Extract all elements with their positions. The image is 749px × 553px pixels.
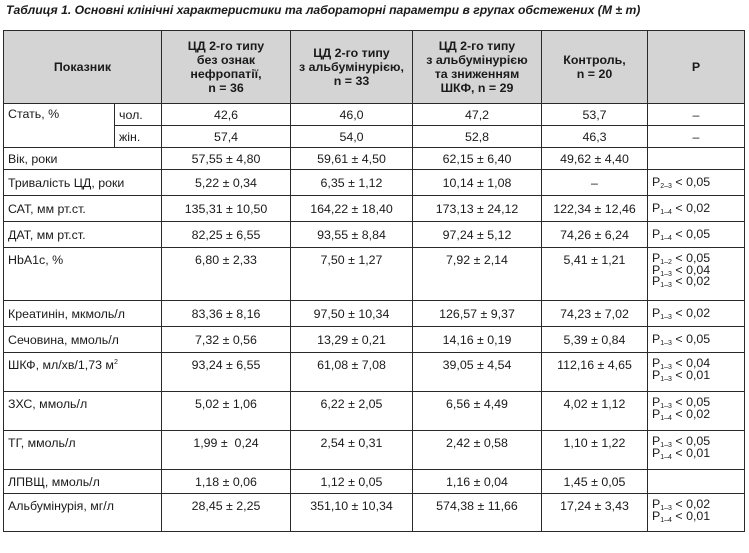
table-row bbox=[4, 196, 745, 222]
table-cell: 74,23 ± 7,02 bbox=[542, 301, 648, 327]
table-cell: 6,56 ± 4,49 bbox=[413, 392, 542, 431]
table-cell bbox=[648, 470, 745, 494]
header-row bbox=[4, 31, 745, 104]
header-indicator: Показник bbox=[4, 31, 162, 104]
p-value-cell: $P_{1-3} < 0,02$ $P_{1-4} < 0,01$ bbox=[648, 494, 745, 532]
table-row bbox=[4, 148, 745, 170]
table-cell: 4,02 ± 1,12 bbox=[542, 392, 648, 431]
table-cell: 47,2 bbox=[413, 104, 542, 126]
header-control: Контроль, n = 20 bbox=[542, 31, 648, 104]
table-cell: 53,7 bbox=[542, 104, 648, 126]
row-sublabel-male: чол. bbox=[115, 104, 162, 126]
table-cell: 5,41 ± 1,21 bbox=[542, 248, 648, 301]
header-group-3: ЦД 2-го типу з альбумінурією та зниженням ШКФ, n = 29 bbox=[413, 31, 542, 104]
table-row bbox=[4, 170, 745, 196]
row-label-triglycerides: ТГ, ммоль/л bbox=[4, 431, 162, 470]
table-cell: 61,08 ± 7,08 bbox=[291, 353, 413, 392]
row-label-hba1c: HbA1c, % bbox=[4, 248, 162, 301]
row-label-age: Вік, роки bbox=[4, 148, 162, 170]
table-row bbox=[4, 470, 745, 494]
table-cell: 46,3 bbox=[542, 126, 648, 148]
row-label-sat: САТ, мм рт.ст. bbox=[4, 196, 162, 222]
table-cell: 10,14 ± 1,08 bbox=[413, 170, 542, 196]
table-cell: 6,35 ± 1,12 bbox=[291, 170, 413, 196]
table-cell: 173,13 ± 24,12 bbox=[413, 196, 542, 222]
header-group-2: ЦД 2-го типу з альбумінурією, n = 33 bbox=[291, 31, 413, 104]
table-cell: – bbox=[648, 126, 745, 148]
p-value-cell: $P_{1-2} < 0,05$ $P_{1-3} < 0,04$ $P_{1-3} < 0,02$ bbox=[648, 248, 745, 301]
table-cell: 126,57 ± 9,37 bbox=[413, 301, 542, 327]
table-row bbox=[4, 222, 745, 248]
p-value-cell: $P_{1-4} < 0,02$ bbox=[648, 196, 745, 222]
table-cell: 97,24 ± 5,12 bbox=[413, 222, 542, 248]
table-row bbox=[4, 353, 745, 392]
table-cell: 42,6 bbox=[162, 104, 291, 126]
table-row bbox=[4, 301, 745, 327]
row-sublabel-female: жін. bbox=[115, 126, 162, 148]
table-cell: 1,99 ± 0,24 bbox=[162, 431, 291, 470]
table-cell: 93,24 ± 6,55 bbox=[162, 353, 291, 392]
table-cell: 7,32 ± 0,56 bbox=[162, 327, 291, 353]
table-cell: 57,4 bbox=[162, 126, 291, 148]
header-p: P bbox=[648, 31, 745, 104]
row-label-creatinine: Креатинін, мкмоль/л bbox=[4, 301, 162, 327]
table-cell: 1,10 ± 1,22 bbox=[542, 431, 648, 470]
row-label-urea: Сечовина, ммоль/л bbox=[4, 327, 162, 353]
table-cell: 1,18 ± 0,06 bbox=[162, 470, 291, 494]
table-cell: 7,50 ± 1,27 bbox=[291, 248, 413, 301]
table-cell: 14,16 ± 0,19 bbox=[413, 327, 542, 353]
table-cell: 62,15 ± 6,40 bbox=[413, 148, 542, 170]
table-cell: 54,0 bbox=[291, 126, 413, 148]
table-cell: 6,80 ± 2,33 bbox=[162, 248, 291, 301]
table-cell: 57,55 ± 4,80 bbox=[162, 148, 291, 170]
row-label-gfr: ШКФ, мл/хв/1,73 $м^2$ bbox=[4, 353, 162, 392]
table-cell: 46,0 bbox=[291, 104, 413, 126]
table-cell: 164,22 ± 18,40 bbox=[291, 196, 413, 222]
table-cell: 5,22 ± 0,34 bbox=[162, 170, 291, 196]
table-cell: 7,92 ± 2,14 bbox=[413, 248, 542, 301]
table-row bbox=[4, 327, 745, 353]
p-value-cell: $P_{1-3} < 0,05$ $P_{1-4} < 0,02$ bbox=[648, 392, 745, 431]
p-value-cell: $P_{1-4} < 0,05$ bbox=[648, 222, 745, 248]
table-cell: 5,39 ± 0,84 bbox=[542, 327, 648, 353]
table-cell: 28,45 ± 2,25 bbox=[162, 494, 291, 532]
table-cell: 112,16 ± 4,65 bbox=[542, 353, 648, 392]
row-label-albuminuria: Альбумінурія, мг/л bbox=[4, 494, 162, 532]
table-cell: 5,02 ± 1,06 bbox=[162, 392, 291, 431]
table-cell: 2,54 ± 0,31 bbox=[291, 431, 413, 470]
table-cell: 122,34 ± 12,46 bbox=[542, 196, 648, 222]
p-value-cell: $P_{2-3} < 0,05$ bbox=[648, 170, 745, 196]
table-cell: 351,10 ± 10,34 bbox=[291, 494, 413, 532]
header-group-1: ЦД 2-го типу без ознак нефропатії, n = 36 bbox=[162, 31, 291, 104]
table-cell: 6,22 ± 2,05 bbox=[291, 392, 413, 431]
table-cell: 82,25 ± 6,55 bbox=[162, 222, 291, 248]
table-cell: 97,50 ± 10,34 bbox=[291, 301, 413, 327]
table-cell: 1,45 ± 0,05 bbox=[542, 470, 648, 494]
table-cell bbox=[648, 148, 745, 170]
table-cell: 574,38 ± 11,66 bbox=[413, 494, 542, 532]
table-cell: 17,24 ± 3,43 bbox=[542, 494, 648, 532]
table-cell: 135,31 ± 10,50 bbox=[162, 196, 291, 222]
row-label-duration: Тривалість ЦД, роки bbox=[4, 170, 162, 196]
table-cell: 52,8 bbox=[413, 126, 542, 148]
table-row bbox=[4, 104, 745, 126]
table-row bbox=[4, 248, 745, 301]
table-row bbox=[4, 494, 745, 532]
clinical-parameters-table bbox=[3, 30, 745, 532]
row-label-dat: ДАТ, мм рт.ст. bbox=[4, 222, 162, 248]
table-cell: 83,36 ± 8,16 bbox=[162, 301, 291, 327]
p-value-cell: $P_{1-3} < 0,05$ $P_{1-4} < 0,01$ bbox=[648, 431, 745, 470]
table-cell: 39,05 ± 4,54 bbox=[413, 353, 542, 392]
table-cell: – bbox=[648, 104, 745, 126]
row-label-cholesterol: ЗХС, ммоль/л bbox=[4, 392, 162, 431]
table-caption: Таблиця 1. Основні клінічні характеристики та лабораторні параметри в групах обстежених (M ± m) bbox=[6, 3, 641, 17]
table-cell: 59,61 ± 4,50 bbox=[291, 148, 413, 170]
p-value-cell: $P_{1-3} < 0,02$ bbox=[648, 301, 745, 327]
table-cell: 13,29 ± 0,21 bbox=[291, 327, 413, 353]
table-cell: – bbox=[542, 170, 648, 196]
table-cell: 49,62 ± 4,40 bbox=[542, 148, 648, 170]
row-label-sex: Стать, % bbox=[4, 104, 115, 148]
table-cell: 93,55 ± 8,84 bbox=[291, 222, 413, 248]
p-value-cell: $P_{1-3} < 0,05$ bbox=[648, 327, 745, 353]
table-row bbox=[4, 126, 745, 148]
table-cell: 74,26 ± 6,24 bbox=[542, 222, 648, 248]
table-cell: 1,12 ± 0,05 bbox=[291, 470, 413, 494]
table-row bbox=[4, 392, 745, 431]
row-label-hdl: ЛПВЩ, ммоль/л bbox=[4, 470, 162, 494]
table-cell: 1,16 ± 0,04 bbox=[413, 470, 542, 494]
p-value-cell: $P_{1-3} < 0,04$ $P_{1-3} < 0,01$ bbox=[648, 353, 745, 392]
table-cell: 2,42 ± 0,58 bbox=[413, 431, 542, 470]
table-row bbox=[4, 431, 745, 470]
